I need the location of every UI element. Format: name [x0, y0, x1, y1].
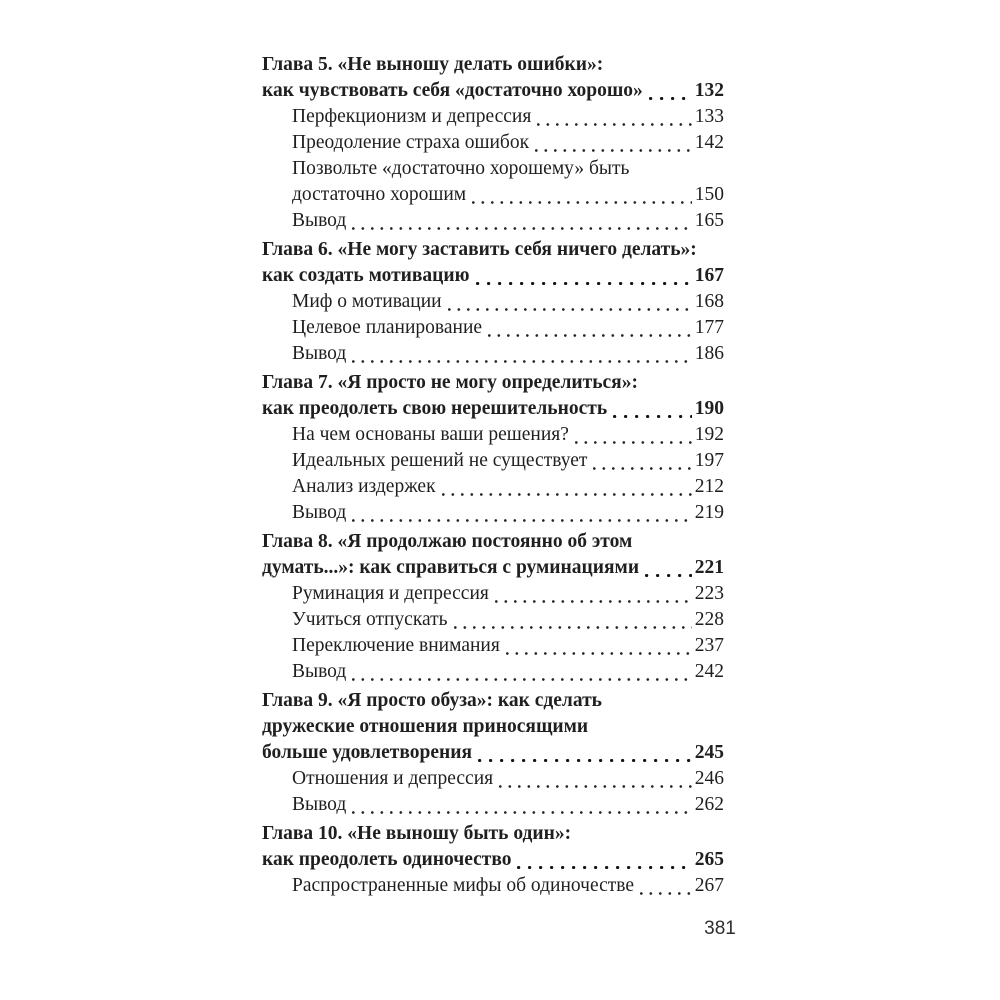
entry-text: Распространенные мифы об одиночестве [292, 875, 635, 896]
chapter-heading-line [262, 78, 724, 104]
dot-leader [346, 500, 694, 526]
dot-leader [529, 130, 695, 156]
dot-leader [607, 396, 695, 422]
entry-text: Идеальных решений не существует [292, 450, 588, 471]
entry-page-number: 212 [694, 476, 724, 497]
section-entries [262, 581, 724, 685]
entry-page-number: 192 [694, 424, 724, 445]
toc-entry-line [292, 289, 724, 315]
entry-page-number: 197 [694, 450, 724, 471]
entry-page-number: 219 [694, 502, 724, 523]
toc-entry-line [292, 474, 724, 500]
toc-entry-line [292, 607, 724, 633]
entry-text: Целевое планирование [292, 317, 483, 338]
dot-leader [493, 766, 695, 792]
toc-section [262, 688, 724, 818]
entry-text: Отношения и депрессия [292, 768, 494, 789]
chapter-heading [262, 52, 724, 104]
chapter-page-number: 167 [694, 265, 724, 286]
chapter-heading-line: Глава 5. «Не выношу делать ошибки»: [262, 54, 604, 75]
chapter-text: как преодолеть одиночество [262, 849, 512, 870]
entry-page-number: 133 [694, 106, 724, 127]
toc-entry-line [292, 448, 724, 474]
entry-page-number: 223 [694, 583, 724, 604]
dot-leader [482, 315, 695, 341]
chapter-heading-line: Глава 8. «Я продолжаю постоянно об этом [262, 531, 633, 552]
toc-entry-line [292, 659, 724, 685]
toc-entry-line [292, 104, 724, 130]
dot-leader [531, 104, 694, 130]
chapter-heading-line: Глава 10. «Не выношу быть один»: [262, 823, 572, 844]
chapter-heading-line: Глава 7. «Я просто не могу определиться»: [262, 372, 638, 393]
toc-entry-line [292, 766, 724, 792]
toc-section [262, 370, 724, 526]
chapter-page-number: 265 [694, 849, 724, 870]
toc-section [262, 52, 724, 234]
chapter-heading-line [262, 396, 724, 422]
entry-page-number: 177 [694, 317, 724, 338]
dot-leader [500, 633, 695, 659]
toc-entry-line [292, 633, 724, 659]
dot-leader [346, 659, 694, 685]
toc-entry-line [292, 130, 724, 156]
entry-page-number: 267 [694, 875, 724, 896]
chapter-heading [262, 529, 724, 581]
dot-leader [346, 341, 694, 367]
dot-leader [346, 208, 694, 234]
dot-leader [634, 873, 695, 899]
dot-leader [489, 581, 695, 607]
entry-page-number: 228 [694, 609, 724, 630]
toc-entry-line [292, 500, 724, 526]
entry-page-number: 150 [694, 184, 724, 205]
entry-text: Вывод [292, 210, 347, 231]
toc-entry-line [292, 208, 724, 234]
entry-text: Переключение внимания [292, 635, 500, 656]
chapter-heading [262, 688, 724, 766]
entry-page-number: 186 [694, 343, 724, 364]
dot-leader [470, 263, 695, 289]
dot-leader [466, 182, 695, 208]
entry-page-number: 165 [694, 210, 724, 231]
section-entries [262, 289, 724, 367]
toc-entry-line [292, 581, 724, 607]
chapter-heading [262, 821, 724, 873]
entry-text: достаточно хорошим [292, 184, 467, 205]
dot-leader [511, 847, 694, 873]
toc-section [262, 529, 724, 685]
entry-text: Перфекционизм и депрессия [292, 106, 532, 127]
section-entries [262, 766, 724, 818]
chapter-heading-line [262, 555, 724, 581]
entry-text: Вывод [292, 661, 347, 682]
chapter-text: больше удовлетворения [262, 742, 472, 763]
section-entries [262, 104, 724, 234]
toc-entry-line [292, 873, 724, 899]
dot-leader [472, 740, 695, 766]
dot-leader [436, 474, 695, 500]
dot-leader [643, 78, 695, 104]
entry-page-number: 246 [694, 768, 724, 789]
chapter-page-number: 132 [694, 80, 724, 101]
chapter-text: как чувствовать себя «достаточно хорошо» [262, 80, 643, 101]
page-folio: 381 [704, 918, 736, 939]
chapter-heading-line [262, 263, 724, 289]
chapter-heading-line: Глава 9. «Я просто обуза»: как сделать [262, 690, 602, 711]
chapter-text: как преодолеть свою нерешительность [262, 398, 608, 419]
toc-entry-line: Позвольте «достаточно хорошему» быть [292, 158, 630, 179]
chapter-heading-line: дружеские отношения приносящими [262, 716, 589, 737]
entry-page-number: 262 [694, 794, 724, 815]
chapter-heading [262, 237, 724, 289]
chapter-heading [262, 370, 724, 422]
section-entries [262, 422, 724, 526]
chapter-page-number: 221 [694, 557, 724, 578]
entry-text: Вывод [292, 502, 347, 523]
toc-entry-line [292, 792, 724, 818]
entry-text: Руминация и депрессия [292, 583, 489, 604]
toc-entry-line [292, 315, 724, 341]
entry-text: Миф о мотивации [292, 291, 442, 312]
entry-text: Вывод [292, 343, 347, 364]
dot-leader [587, 448, 694, 474]
entry-page-number: 242 [694, 661, 724, 682]
entry-page-number: 237 [694, 635, 724, 656]
chapter-page-number: 245 [694, 742, 724, 763]
toc-section [262, 821, 724, 899]
entry-text: Анализ издержек [292, 476, 436, 497]
entry-text: Преодоление страха ошибок [292, 132, 530, 153]
dot-leader [569, 422, 695, 448]
entry-text: Вывод [292, 794, 347, 815]
entry-text: Учиться отпускать [292, 609, 448, 630]
entry-page-number: 168 [694, 291, 724, 312]
chapter-text: как создать мотивацию [262, 265, 470, 286]
dot-leader [639, 555, 695, 581]
toc-section [262, 237, 724, 367]
toc-entry-line [292, 422, 724, 448]
chapter-text: думать...»: как справиться с руминациями [262, 557, 640, 578]
dot-leader [346, 792, 694, 818]
chapter-heading-line: Глава 6. «Не могу заставить себя ничего делать»: [262, 239, 697, 260]
chapter-page-number: 190 [694, 398, 724, 419]
entry-page-number: 142 [694, 132, 724, 153]
toc [262, 52, 724, 902]
toc-entry-line [292, 182, 724, 208]
chapter-heading-line [262, 847, 724, 873]
chapter-heading-line [262, 740, 724, 766]
entry-text: На чем основаны ваши решения? [292, 424, 569, 445]
toc-entry-line [292, 341, 724, 367]
dot-leader [448, 607, 695, 633]
section-entries [262, 873, 724, 899]
dot-leader [442, 289, 695, 315]
